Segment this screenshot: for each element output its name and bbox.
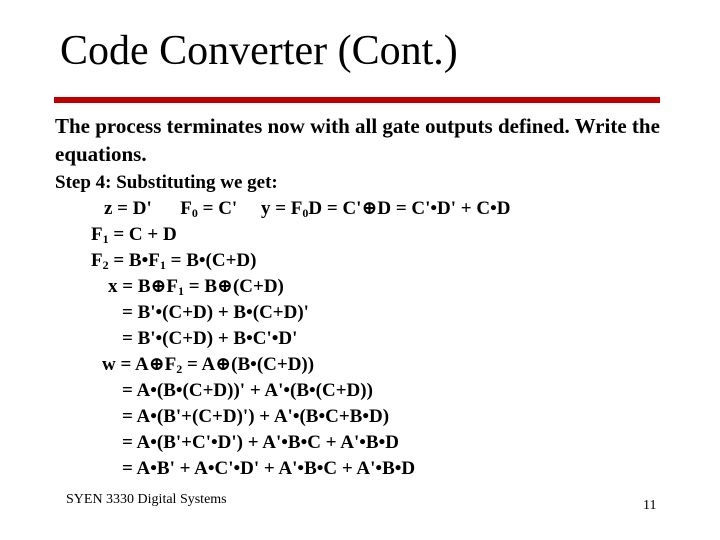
equation-line: = B'•(C+D) + B•(C+D)' [122,302,309,323]
equation-text: w = A⊕F [102,354,177,375]
equation-text: = B⊕(C+D) [184,276,284,297]
title-divider [54,97,660,103]
equation-line: = B'•(C+D) + B•C'•D' [122,328,298,349]
subscript: 2 [176,362,183,376]
equation-text: F [91,250,103,271]
subscript: 1 [102,232,109,246]
equation-line: = A•(B•(C+D))' + A'•(B•(C+D)) [122,380,373,401]
equation-text: = A⊕(B•(C+D)) [182,354,315,375]
equation-text: x = B⊕F [108,276,179,297]
equation-text: = B•F [108,250,160,271]
equation-text: = B•(C+D) [165,250,257,271]
footer-text: SYEN 3330 Digital Systems [66,492,227,507]
page-number: 11 [643,498,657,513]
slide-title: Code Converter (Cont.) [60,28,458,74]
equation-line-w [102,355,314,374]
equation-text: = C + D [108,224,177,245]
subscript: 1 [178,284,185,298]
equation-line-x [108,277,284,296]
step-heading: Step 4: Substituting we get: [55,172,278,193]
equation-text: = C' y = F [197,198,303,219]
equation-line-z [104,199,510,218]
equation-line: = A•(B'+C'•D') + A'•B•C + A'•B•D [122,432,399,453]
intro-text: The process terminates now with all gate outputs defined. Write the equations. [55,114,660,166]
equation-text: z = D' F [104,198,192,219]
equation-line: = A•(B'+(C+D)') + A'•(B•C+B•D) [122,406,390,427]
equation-line: = A•B' + A•C'•D' + A'•B•C + A'•B•D [122,458,416,479]
subscript: 2 [102,258,109,272]
equation-text: D = C'⊕D = C'•D' + C•D [308,198,511,219]
subscript: 0 [302,206,309,220]
equation-line-f1 [91,225,177,244]
subscript: 0 [191,206,198,220]
equation-line-f2 [91,251,256,270]
subscript: 1 [159,258,166,272]
equation-text: F [91,224,103,245]
